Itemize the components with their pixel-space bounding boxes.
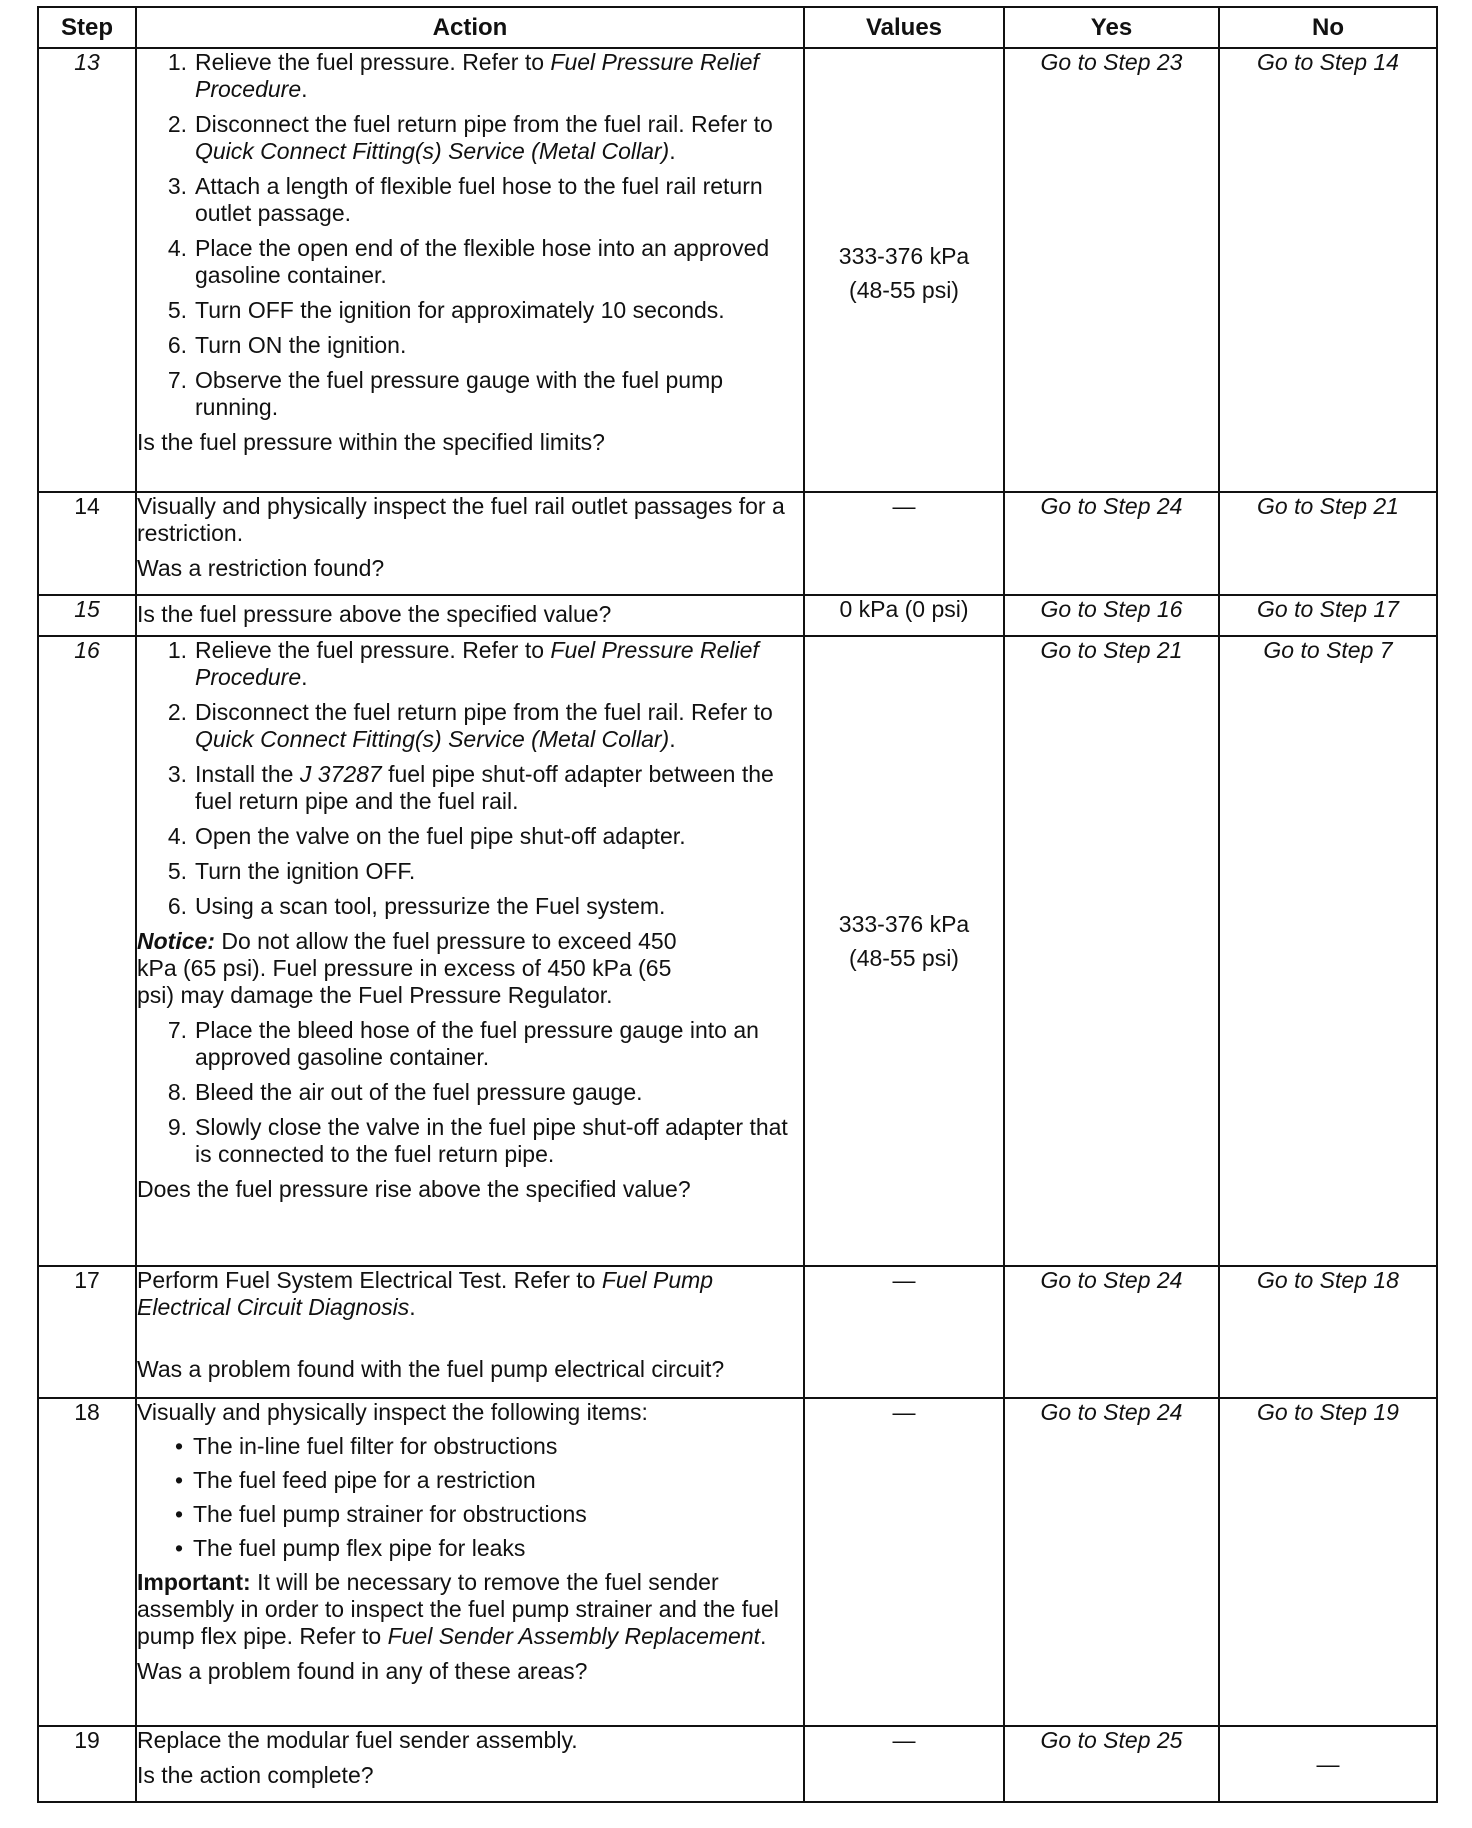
list-item: 4. Place the open end of the flexible hose into an approved gasoline container. xyxy=(167,235,770,288)
step-number: 13 xyxy=(38,48,136,492)
table-row-step-18 xyxy=(38,1398,1437,1726)
header-no: No xyxy=(1219,7,1437,48)
no-cell: Go to Step 19 xyxy=(1219,1398,1437,1726)
step-number: 19 xyxy=(38,1726,136,1802)
values-cell: — xyxy=(804,1398,1004,1726)
step-number: 15 xyxy=(38,595,136,636)
notice-text: Notice: Do not allow the fuel pressure to exceed 450 kPa (65 psi). Fuel pressure in excess of 450 kPa (65 psi) may damage the Fuel Pressure Regulator. xyxy=(137,928,677,1008)
action-cell: Replace the modular fuel sender assembly. Is the action complete? xyxy=(136,1726,804,1802)
yes-cell: Go to Step 16 xyxy=(1004,595,1219,636)
question-text: Was a problem found in any of these areas? xyxy=(137,1658,588,1684)
yes-cell: Go to Step 25 xyxy=(1004,1726,1219,1802)
no-cell: Go to Step 17 xyxy=(1219,595,1437,636)
step-number: 14 xyxy=(38,492,136,595)
values-cell: — xyxy=(804,1726,1004,1802)
list-item: 5. Turn the ignition OFF. xyxy=(167,858,416,884)
no-cell: Go to Step 7 xyxy=(1219,636,1437,1266)
list-item: 9. Slowly close the valve in the fuel pipe shut-off adapter that is connected to the fuel return pipe. xyxy=(167,1114,788,1167)
list-item: 1. Relieve the fuel pressure. Refer to Fuel Pressure Relief Procedure. xyxy=(167,637,759,690)
values-cell: 0 kPa (0 psi) xyxy=(804,595,1004,636)
table-row-step-15 xyxy=(38,595,1437,636)
no-cell: Go to Step 21 xyxy=(1219,492,1437,595)
header-values: Values xyxy=(804,7,1004,48)
action-cell: Visually and physically inspect the fuel rail outlet passages for a restriction. Was a restriction found? xyxy=(136,492,804,595)
header-row xyxy=(38,7,1437,48)
action-cell xyxy=(136,595,804,636)
action-cell: Visually and physically inspect the following items: • The in-line fuel filter for obstructions • The fuel feed pipe for a restriction • The fuel pump strainer for obstructions • The fuel pump flex pipe for leaks Important: It will be necessary to remove the fuel sender assembly in order to inspect the fuel pump strainer and the fuel pump flex pipe. Refer to Fuel Sender Assembly Replacement. Was a problem found in any of these areas? xyxy=(136,1398,804,1726)
list-item: 8. Bleed the air out of the fuel pressure gauge. xyxy=(167,1079,643,1105)
values-cell: — xyxy=(804,492,1004,595)
yes-cell: Go to Step 24 xyxy=(1004,1266,1219,1398)
list-item: 6. Using a scan tool, pressurize the Fuel system. xyxy=(167,893,666,919)
yes-cell: Go to Step 24 xyxy=(1004,1398,1219,1726)
question-text: Does the fuel pressure rise above the specified value? xyxy=(137,1176,691,1202)
table-row-step-19 xyxy=(38,1726,1437,1802)
question-text: Is the fuel pressure within the specified limits? xyxy=(137,429,605,455)
important-text: Important: It will be necessary to remove the fuel sender assembly in order to inspect the fuel pump strainer and the fuel pump flex pipe. Refer to Fuel Sender Assembly Replacement. xyxy=(137,1569,779,1649)
action-cell: Perform Fuel System Electrical Test. Refer to Fuel Pump Electrical Circuit Diagnosis. Was a problem found with the fuel pump electrical circuit? xyxy=(136,1266,804,1398)
list-item: • The in-line fuel filter for obstructions xyxy=(174,1433,558,1459)
yes-cell: Go to Step 21 xyxy=(1004,636,1219,1266)
list-item: 6. Turn ON the ignition. xyxy=(167,332,407,358)
values-cell: — xyxy=(804,1266,1004,1398)
header-action: Action xyxy=(136,7,804,48)
list-item: 5. Turn OFF the ignition for approximately 10 seconds. xyxy=(167,297,725,323)
list-item: • The fuel pump strainer for obstructions xyxy=(174,1501,587,1527)
list-item: 7. Observe the fuel pressure gauge with the fuel pump running. xyxy=(167,367,724,420)
list-item: 3. Install the J 37287 fuel pipe shut-off adapter between the fuel return pipe and the fuel rail. xyxy=(167,761,774,814)
values-cell: 333-376 kPa (48-55 psi) xyxy=(804,636,1004,1266)
values-cell: 333-376 kPa (48-55 psi) xyxy=(804,48,1004,492)
action-cell xyxy=(136,48,804,492)
table-row-step-16 xyxy=(38,636,1437,1266)
list-item: 3. Attach a length of flexible fuel hose to the fuel rail return outlet passage. xyxy=(167,173,763,226)
question-text: Is the fuel pressure above the specified value? xyxy=(137,601,612,627)
action-cell xyxy=(136,636,804,1266)
yes-cell: Go to Step 24 xyxy=(1004,492,1219,595)
step-number: 16 xyxy=(38,636,136,1266)
no-cell: — xyxy=(1219,1726,1437,1802)
table-row-step-17 xyxy=(38,1266,1437,1398)
list-item: 2. Disconnect the fuel return pipe from the fuel rail. Refer to Quick Connect Fitting(s) Service (Metal Collar). xyxy=(167,699,773,752)
list-item: 1. Relieve the fuel pressure. Refer to Fuel Pressure Relief Procedure. xyxy=(167,49,759,102)
question-text: Was a problem found with the fuel pump electrical circuit? xyxy=(137,1356,725,1382)
yes-cell: Go to Step 23 xyxy=(1004,48,1219,492)
question-text: Was a restriction found? xyxy=(137,555,385,581)
table-row-step-13 xyxy=(38,48,1437,492)
list-item: • The fuel feed pipe for a restriction xyxy=(174,1467,536,1493)
question-text: Is the action complete? xyxy=(137,1762,374,1788)
header-yes: Yes xyxy=(1004,7,1219,48)
list-item: • The fuel pump flex pipe for leaks xyxy=(174,1535,526,1561)
list-item: 4. Open the valve on the fuel pipe shut-off adapter. xyxy=(167,823,686,849)
no-cell: Go to Step 18 xyxy=(1219,1266,1437,1398)
list-item: 2. Disconnect the fuel return pipe from the fuel rail. Refer to Quick Connect Fitting(s) Service (Metal Collar). xyxy=(167,111,773,164)
step-number: 18 xyxy=(38,1398,136,1726)
step-number: 17 xyxy=(38,1266,136,1398)
diagnostic-table xyxy=(37,6,1438,1803)
header-step: Step xyxy=(38,7,136,48)
table-row-step-14 xyxy=(38,492,1437,595)
list-item: 7. Place the bleed hose of the fuel pressure gauge into an approved gasoline container. xyxy=(167,1017,759,1070)
no-cell: Go to Step 14 xyxy=(1219,48,1437,492)
